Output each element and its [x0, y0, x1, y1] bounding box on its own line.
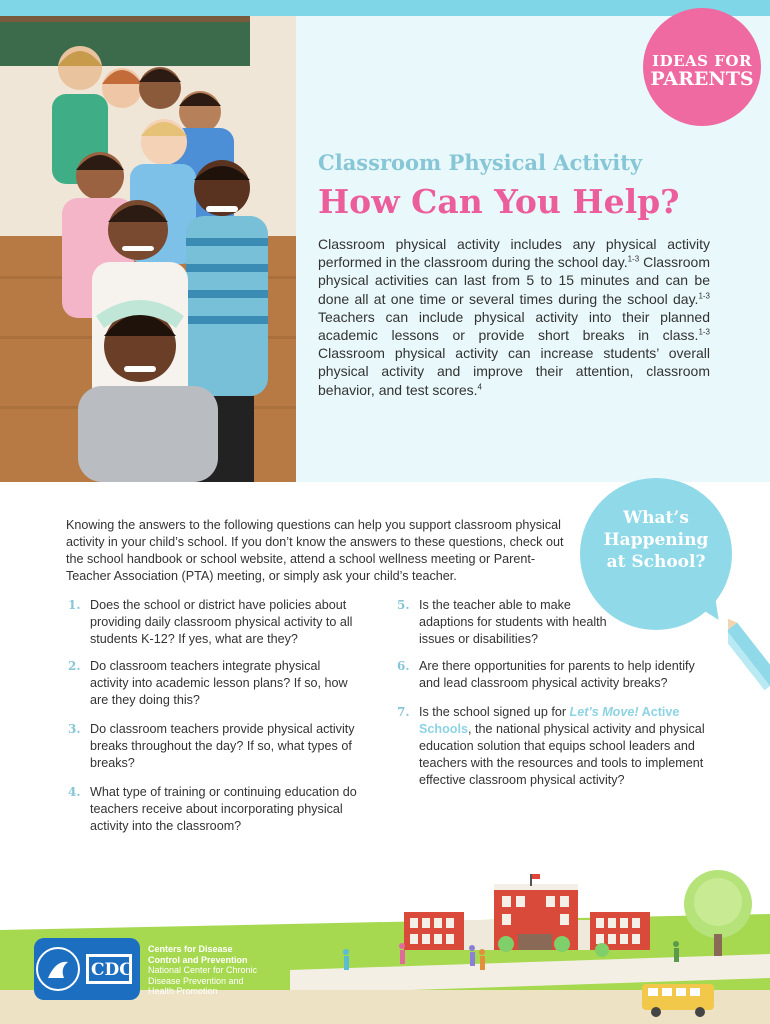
badge-line-2: PARENTS [650, 68, 754, 90]
top-color-band [0, 0, 770, 16]
question-text: Do classroom teachers provide physical activity breaks throughout the day? If so, what types of breaks? [90, 722, 355, 770]
lets-move-link[interactable]: Let’s Move! [569, 705, 639, 719]
question-number: 1. [68, 598, 81, 612]
lead-paragraph: Knowing the answers to the following questions can help you support classroom physical activity in your child’s school. If you don’t know the answers to these questions, check out the school handbook or school website, attend a school wellness meeting or Parent-Teacher Association (PTA) meeting, or simply ask your child’s teacher. [66, 518, 564, 583]
question-number: 4. [68, 785, 81, 799]
question-number: 2. [68, 659, 81, 673]
question-number: 5. [397, 598, 410, 612]
question-number: 3. [68, 722, 81, 736]
question-number: 7. [397, 705, 410, 719]
question-text [419, 704, 709, 789]
center-line-3: Health Promotion [148, 986, 218, 996]
bubble-line-2: Happening [603, 530, 709, 550]
cdc-logo-text: CDC [91, 960, 133, 980]
question-text-pre: Is the school signed up for [419, 705, 570, 719]
page-subtitle: Classroom Physical Activity [318, 150, 643, 175]
active-schools-link[interactable]: Active Schools [419, 705, 680, 736]
question-text: Are there opportunities for parents to help identify and lead classroom physical activity breaks? [419, 659, 695, 690]
intro-sentence-4: Classroom physical activity can increase students’ overall physical activity and improve their attention, classroom behavior, and test scores. [318, 345, 710, 398]
org-line-2: Control and Prevention [148, 954, 248, 965]
question-text: What type of training or continuing education do teachers receive about incorporating physical activity into the classroom? [90, 785, 357, 833]
reference-sup: 4 [477, 381, 482, 391]
question-number: 6. [397, 659, 410, 673]
org-line-1: Centers for Disease [148, 944, 233, 954]
center-line-1: National Center for Chronic [148, 965, 258, 975]
reference-sup: 1-3 [627, 254, 640, 264]
question-text: Do classroom teachers integrate physical activity into academic lesson plans? If so, how are they doing this? [90, 659, 348, 707]
reference-sup: 1-3 [698, 327, 710, 337]
question-text-post: , the national physical activity and physical education solution that equips school leaders and teachers with the resources and tools to implement effective classroom physical activity? [419, 722, 705, 787]
question-text: Is the teacher able to make adaptions for students with health issues or disabilities? [419, 598, 607, 646]
center-line-2: Disease Prevention and [148, 975, 244, 986]
bubble-line-3: at School? [606, 552, 706, 572]
hhs-cdc-logo [34, 938, 140, 1000]
children-photo [0, 16, 296, 482]
intro-sentence-3: Teachers can include physical activity into their planned academic lessons or provide short breaks in class. [318, 308, 710, 344]
pencil-icon [728, 616, 770, 692]
question-text: Does the school or district have policies about providing daily classroom physical activity to all students K-12? If yes, what are they? [90, 598, 353, 646]
ideas-for-parents-badge [643, 8, 761, 126]
cdc-org-text [148, 944, 257, 997]
badge-line-1: IDEAS FOR [652, 52, 752, 70]
intro-sentence-2: Classroom physical activities can last from 5 to 15 minutes and can be done all at one time or several times during the school day. [318, 254, 710, 307]
reference-sup: 1-3 [698, 290, 710, 300]
bubble-line-1: What’s [623, 508, 689, 528]
intro-paragraph [318, 235, 710, 399]
intro-sentence-1: Classroom physical activity includes any physical activity performed in the classroom during the school day. [318, 236, 710, 271]
page-title: How Can You Help? [318, 182, 680, 221]
